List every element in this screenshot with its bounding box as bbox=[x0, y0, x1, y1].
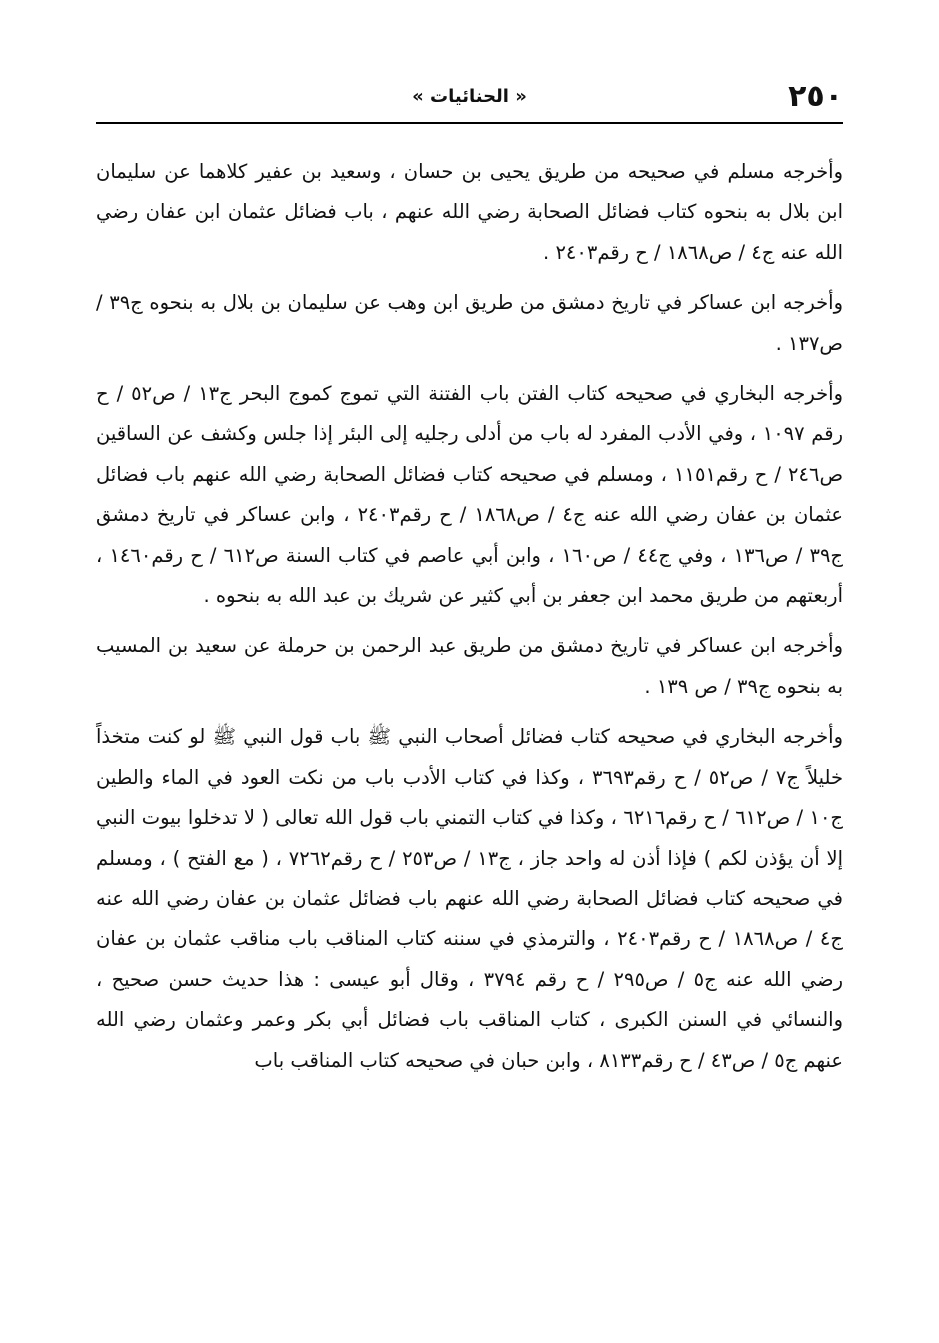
page-header bbox=[96, 78, 843, 122]
paragraph: وأخرجه ابن عساكر في تاريخ دمشق من طريق ابن وهب عن سليمان بن بلال به بنحوه ج٣٩ / ص١٣٧ . bbox=[96, 291, 843, 355]
paragraph: وأخرجه البخاري في صحيحه كتاب الفتن باب الفتنة التي تموج كموج البحر ج١٣ / ص٥٢ / ح رقم ١٠٩٧ ، وفي الأدب المفرد له باب من أدلى رجليه إلى البئر إذا جلس وكشف عن الساقين ص٢٤٦ / ح رقم١١٥١ ، ومسلم في صحيحه كتاب فضائل الصحابة رضي الله عنهم باب فضائل عثمان بن عفان رضي الله عنه ج٤ / ص١٨٦٨ / ح رقم٢٤٠٣ ، وابن عساكر في تاريخ دمشق ج٣٩ / ص١٣٦ ، وفي ج٤٤ / ص١٦٠ ، وابن أبي عاصم في كتاب السنة ص٦١٢ / ح رقم١٤٦٠ ، أربعتهم من طريق محمد ابن جعفر بن أبي كثير عن شريك بن عبد الله به بنحوه . bbox=[96, 382, 844, 608]
header-rule bbox=[96, 122, 843, 124]
running-title: « الحنائيات » bbox=[412, 86, 527, 107]
paragraph: وأخرجه مسلم في صحيحه من طريق يحيى بن حسان ، وسعيد بن عفير كلاهما عن سليمان ابن بلال به بنحوه كتاب فضائل الصحابة رضي الله عنهم ، باب فضائل عثمان ابن عفان رضي الله عنه ج٤ / ص١٨٦٨ / ح رقم٢٤٠٣ . bbox=[96, 160, 843, 264]
footnote-body bbox=[96, 152, 843, 1091]
page-number: ٢٥٠ bbox=[788, 79, 843, 114]
paragraph: وأخرجه البخاري في صحيحه كتاب فضائل أصحاب النبي ﷺ باب قول النبي ﷺ لو كنت متخذاً خليلاً ج٧ / ص٥٢ / ح رقم٣٦٩٣ ، وكذا في كتاب الأدب باب من نكت العود في الماء والطين ج١٠ / ص٦١٢ / ح رقم٦٢١٦ ، وكذا في كتاب التمني باب قول الله تعالى ( لا تدخلوا بيوت النبي إلا أن يؤذن لكم ) فإذا أذن له واحد جاز ، ج١٣ / ص٢٥٣ / ح رقم٧٢٦٢ ، ( مع الفتح ) ، ومسلم في صحيحه كتاب فضائل الصحابة رضي الله عنهم باب فضائل عثمان بن عفان رضي الله عنه ج٤ / ص١٨٦٨ / ح رقم٢٤٠٣ ، والترمذي في سننه كتاب المناقب باب مناقب عثمان بن عفان رضي الله عنه ج٥ / ص٢٩٥ / ح رقم ٣٧٩٤ ، وقال أبو عيسى : هذا حديث حسن صحيح ، والنسائي في السنن الكبرى ، كتاب المناقب باب فضائل أبي بكر وعمر وعثمان رضي الله عنهم ج٥ / ص٤٣ / ح رقم٨١٣٣ ، وابن حبان في صحيحه كتاب المناقب باب bbox=[96, 725, 844, 1072]
paragraph: وأخرجه ابن عساكر في تاريخ دمشق من طريق عبد الرحمن بن حرملة عن سعيد بن المسيب به بنحوه ج٣٩ / ص ١٣٩ . bbox=[96, 634, 843, 698]
